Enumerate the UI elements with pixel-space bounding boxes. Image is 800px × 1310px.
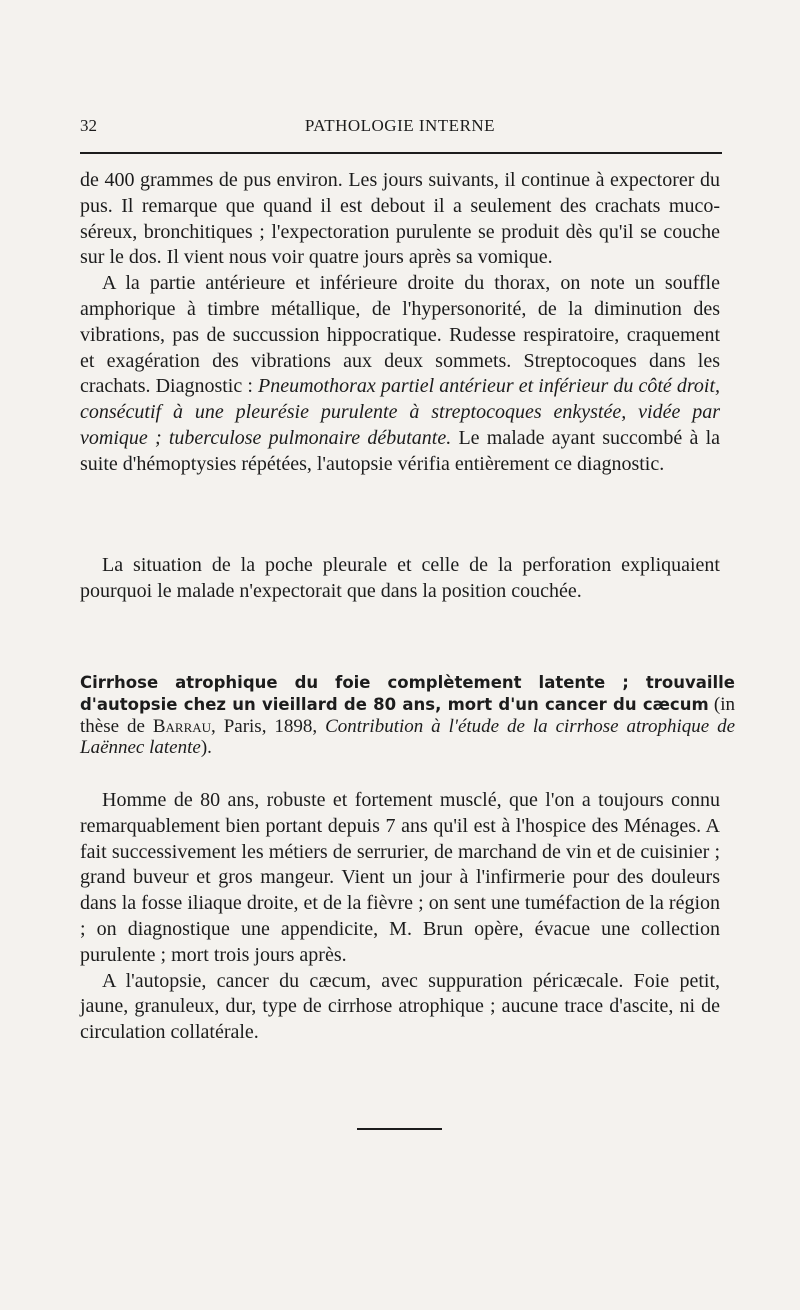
case1-diagnosis: Pneumothorax partiel antérieur et inférieur du côté droit, consécutif à une pleurésie purulente à streptocoques enkystée, vidée par vomique ; tuberculose pulmonaire débutante. bbox=[80, 375, 721, 449]
section-heading-title: Cirrhose atrophique du foie complètement latente ; trouvaille d'autopsie chez un vieillard de 80 ans, mort d'un cancer du cæcum bbox=[80, 673, 735, 714]
heading-close: ). bbox=[200, 737, 212, 759]
page-number: 32 bbox=[80, 116, 97, 135]
case2-paragraph-2: A l'autopsie, cancer du cæcum, avec suppuration péricæcale. Foie petit, jaune, granuleux, dur, type de cirrhose atrophique ; aucune trace d'ascite, ni de circulation collatérale. bbox=[80, 969, 720, 1044]
heading-author: Barrau bbox=[152, 715, 212, 737]
section-heading bbox=[80, 672, 735, 759]
running-title: PATHOLOGIE INTERNE bbox=[304, 116, 496, 135]
header-rule bbox=[80, 152, 722, 154]
case2-paragraph-1: Homme de 80 ans, robuste et fortement musclé, que l'on a toujours connu remarquablement bien portant depuis 7 ans qu'il est à l'hospice des Ménages. A fait successivement les métiers de serrurier, de marchand de vin et de cuisinier ; grand buveur et gros mangeur. Vient un jour à l'infirmerie pour des douleurs dans la fosse iliaque droite, et de la fièvre ; on sent une tuméfaction de la région ; on diagnostique une appendicite, M. Brun opère, évacue une collection purulente ; mort trois jours après. bbox=[80, 789, 720, 966]
case1-paragraph-3: La situation de la poche pleurale et celle de la perforation expliquaient pourquoi le malade n'expectorait que dans la position couchée. bbox=[80, 554, 720, 602]
heading-thesis-title: Contribution à l'étude de la cirrhose atrophique de Laënnec latente bbox=[80, 715, 736, 759]
case1-text-block bbox=[80, 168, 720, 478]
heading-reference-b: , Paris, 1898, bbox=[211, 715, 318, 737]
case1-p2-start: A la partie antérieure et inférieure droite du thorax, on note un souffle amphorique à timbre métallique, de l'hypersonorité, de la diminution des vibrations, pas de succussion hippocratique. Rudesse respiratoire, craquement et exagération des vibrations aux deux sommets. Streptocoques dans les crachats. Diagnostic : bbox=[80, 272, 720, 398]
case1-conclusion-block bbox=[80, 553, 720, 605]
heading-reference-a: (in thèse de bbox=[80, 693, 736, 737]
case1-paragraph-1: de 400 grammes de pus environ. Les jours suivants, il continue à expectorer du pus. Il remarque que quand il est debout il a seulement des crachats muco-séreux, bronchitiques ; l'expectoration purulente se produit dès qu'il se couche sur le dos. Il vient nous voir quatre jours après sa vomique. bbox=[80, 169, 720, 269]
page-header bbox=[80, 116, 720, 140]
case1-p2-end: Le malade ayant succombé à la suite d'hémoptysies répétées, l'autopsie vérifia entièrement ce diagnostic. bbox=[80, 426, 720, 475]
case1-paragraph-2 bbox=[80, 271, 720, 477]
end-rule bbox=[357, 1128, 442, 1130]
case2-text-block bbox=[80, 788, 720, 1046]
